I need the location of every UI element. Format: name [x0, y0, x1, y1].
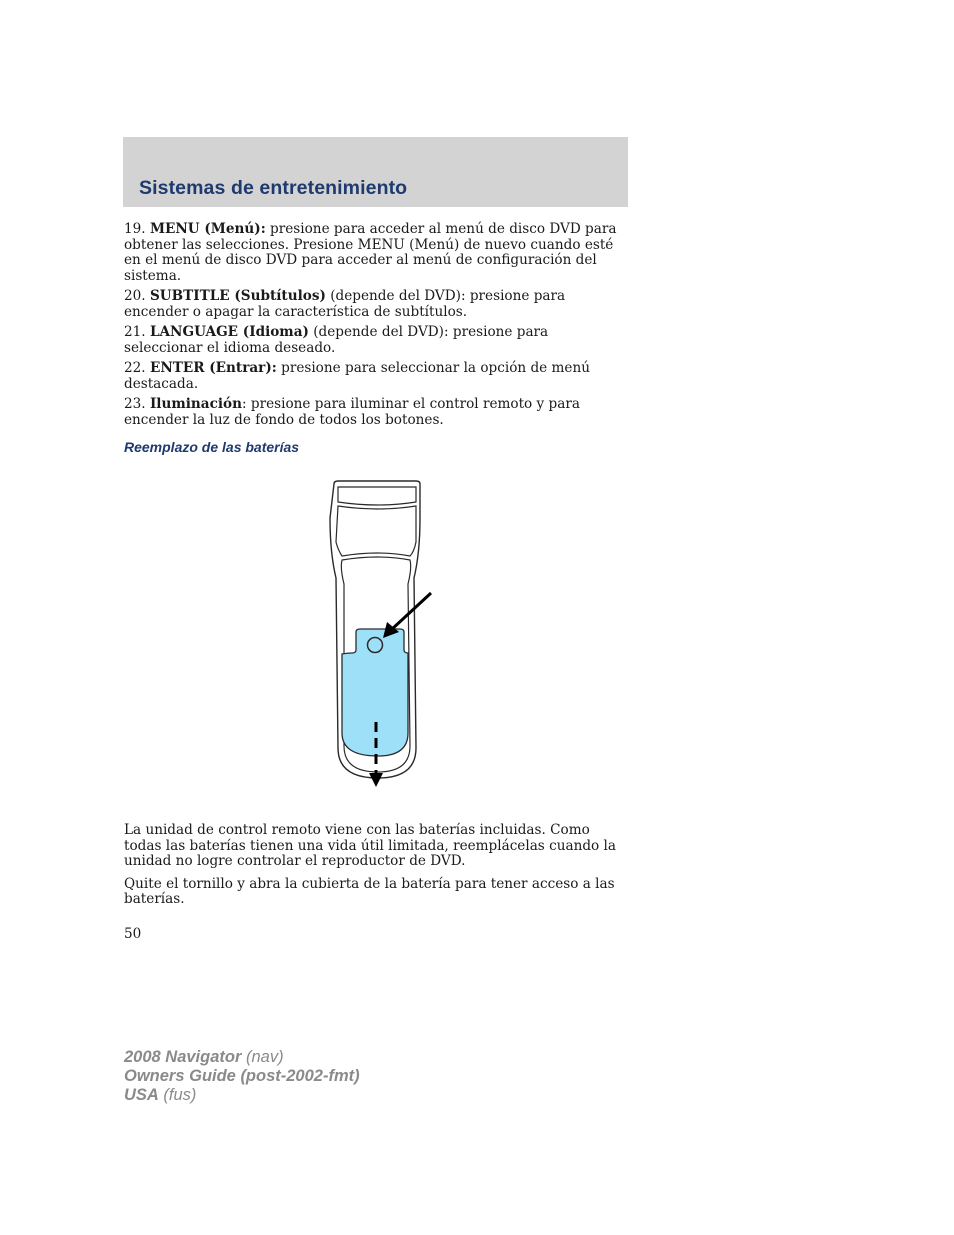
section-title: Sistemas de entretenimiento: [139, 177, 408, 199]
footer-guide: Owners Guide (post-2002-fmt): [124, 1067, 360, 1085]
list-item: [124, 361, 629, 392]
item-number: 22.: [124, 360, 146, 376]
item-text: presione para acceder al menú de disco DVD para obtener las selecciones. Presione MENU (Menú) de nuevo cuando esté en el menú de disco DVD para acceder al menú de configuración del sistema.: [124, 221, 617, 284]
paragraph: La unidad de control remoto viene con las baterías incluidas. Como todas las baterías tienen una vida útil limitada, reemplácelas cuando la unidad no logre controlar el reproductor de DVD.: [124, 822, 616, 869]
footer-line: [124, 1086, 360, 1105]
screw-icon: [368, 638, 383, 653]
item-number: 23.: [124, 396, 146, 412]
item-number: 19.: [124, 221, 146, 237]
slide-down-arrow-head: [369, 773, 383, 787]
item-number: 21.: [124, 324, 146, 340]
item-text: presione para seleccionar la opción de menú destacada.: [124, 360, 590, 392]
page-number: 50: [124, 926, 142, 942]
footer-line: [124, 1067, 360, 1086]
subheading-battery-replacement: Reemplazo de las baterías: [124, 439, 300, 455]
item-number: 20.: [124, 288, 146, 304]
item-term: Iluminación: [149, 396, 242, 412]
list-item: [124, 289, 629, 320]
list-item: [124, 397, 629, 428]
item-text: (depende del DVD): presione para seleccionar el idioma deseado.: [124, 324, 549, 356]
battery-paragraphs: [124, 823, 629, 908]
item-term: SUBTITLE (Subtítulos): [149, 288, 326, 304]
item-term: ENTER (Entrar):: [149, 360, 277, 376]
section-header-band: [123, 137, 628, 207]
remote-control-illustration: [320, 478, 440, 790]
footer-model-code: (nav): [241, 1048, 284, 1066]
list-item: [124, 222, 629, 284]
footer-market: USA: [124, 1086, 159, 1104]
item-text: : presione para iluminar el control remoto y para encender la luz de fondo de todos los botones.: [124, 396, 580, 428]
list-item: [124, 325, 629, 356]
item-term: LANGUAGE (Idioma): [149, 324, 309, 340]
remote-battery-figure: [320, 478, 440, 790]
item-text: (depende del DVD): presione para encender o apagar la característica de subtítulos.: [124, 288, 566, 320]
footer-market-code: (fus): [158, 1086, 197, 1104]
button-descriptions-list: [124, 222, 629, 428]
document-footer: [124, 1048, 360, 1105]
item-term: MENU (Menú):: [149, 221, 266, 237]
footer-line: [124, 1048, 360, 1067]
footer-model: 2008 Navigator: [124, 1048, 242, 1066]
paragraph: Quite el tornillo y abra la cubierta de la batería para tener acceso a las baterías.: [124, 875, 615, 907]
